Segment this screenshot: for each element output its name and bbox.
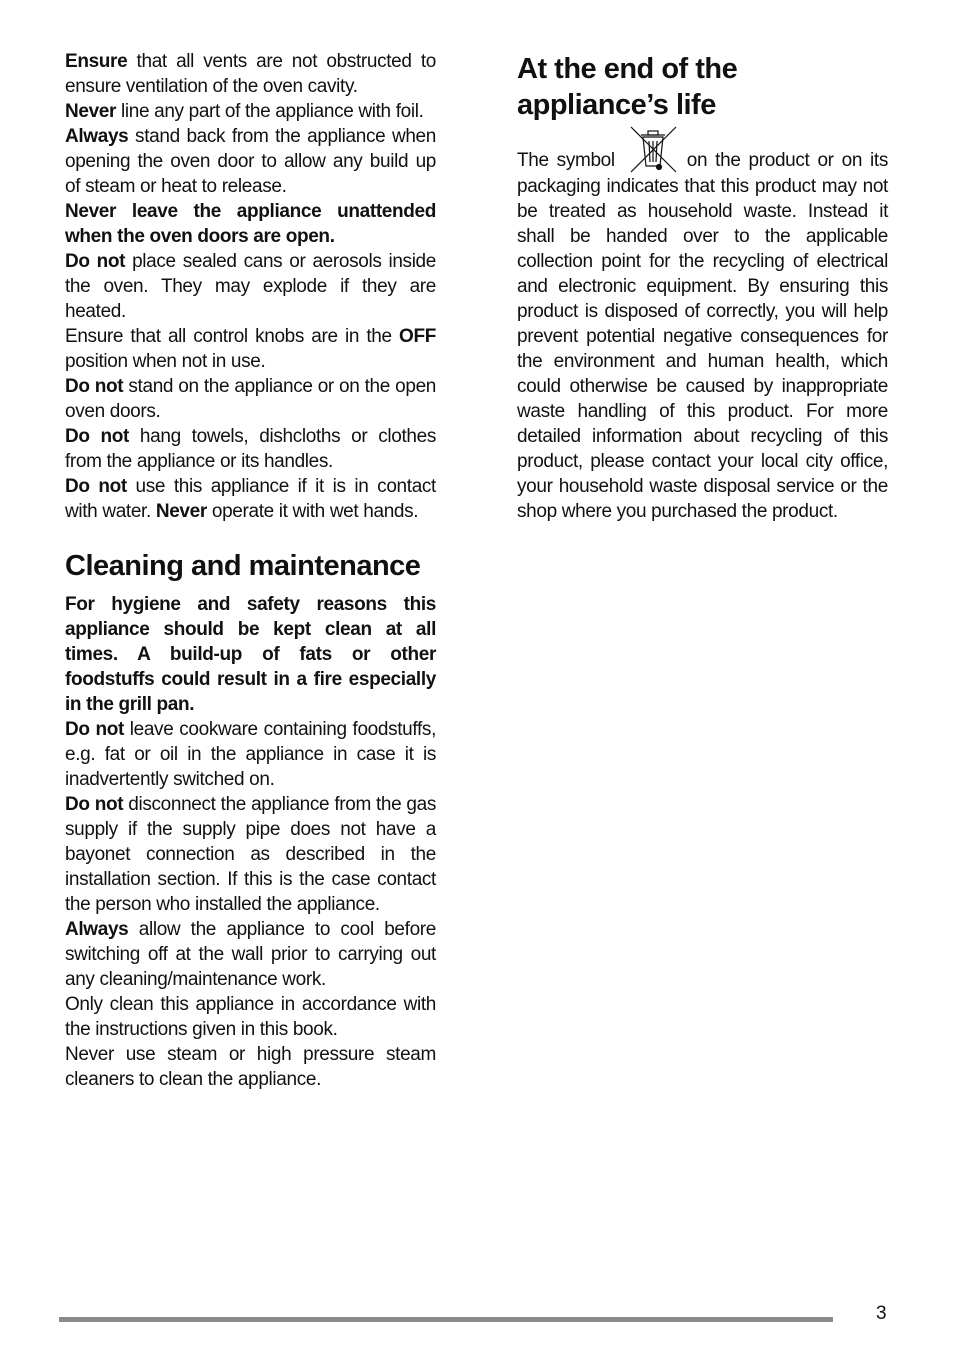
bold-lead: Ensure — [65, 51, 128, 72]
bold-lead: Always — [65, 126, 129, 147]
para-text: line any part of the appliance with foil. — [116, 101, 424, 122]
left-column — [65, 49, 436, 1092]
crossed-out-wheelie-bin-icon — [630, 126, 678, 174]
cleaning-para-cookware — [65, 717, 436, 792]
safety-para-vents — [65, 49, 436, 99]
para-text: The symbol — [517, 150, 615, 171]
bold-lead: Do not — [65, 719, 124, 740]
footer-rule — [59, 1317, 833, 1322]
bold-lead: Do not — [65, 794, 124, 815]
safety-para-knobs-off — [65, 324, 436, 374]
para-text: stand back from the appliance when opening the oven door to allow any build up of steam or heat to release. — [65, 126, 436, 197]
cleaning-para-hygiene — [65, 592, 436, 717]
para-text: Never use steam or high pressure steam cleaners to clean the appliance. — [65, 1044, 436, 1090]
end-of-life-heading: At the end of the appliance’s life — [517, 53, 738, 121]
cleaning-para-gas-supply — [65, 792, 436, 917]
para-text: hang towels, dishcloths or clothes from the appliance or its handles. — [65, 426, 436, 472]
para-text: Only clean this appliance in accordance with the instructions given in this book. — [65, 994, 436, 1040]
safety-para-sealed-cans — [65, 249, 436, 324]
para-text: position when not in use. — [65, 351, 266, 372]
safety-para-water — [65, 474, 436, 524]
bold-lead: Do not — [65, 426, 130, 447]
bold-inline: Never — [155, 501, 207, 522]
para-text: that all vents are not obstructed to ensure ventilation of the oven cavity. — [65, 51, 436, 97]
para-text: on the product or on its packaging indicates that this product may not be treated as household waste. Instead it shall be handed over to the applicable collection point for the recycling of electrical and electronic equipment. By ensuring this product is disposed of correctly, you will help prevent potential negative consequences for the environment and human health, which could otherwise be caused by inappropriate waste handling of this product. For more detailed information about recycling of this product, please contact your local city office, your household waste disposal service or the shop where you purchased the product. — [517, 150, 888, 522]
bold-lead: Do not — [65, 376, 124, 397]
para-text: use this appliance if it is in contact with water. — [65, 476, 436, 522]
para-text: leave cookware containing foodstuffs, e.g. fat or oil in the appliance in case it is inadvertently switched on. — [65, 719, 436, 790]
bold-lead: Always — [65, 919, 129, 940]
cleaning-para-cool — [65, 917, 436, 992]
para-text: stand on the appliance or on the open oven doors. — [65, 376, 436, 422]
bold-lead: Do not — [65, 476, 127, 497]
cleaning-para-instructions — [65, 992, 436, 1042]
cleaning-para-steam — [65, 1042, 436, 1092]
bold-inline: OFF — [399, 326, 436, 347]
end-of-life-para — [517, 126, 888, 524]
bold-lead: Never — [65, 101, 117, 122]
safety-para-foil — [65, 99, 436, 124]
safety-para-stand-on — [65, 374, 436, 424]
para-text: allow the appliance to cool before switching off at the wall prior to carrying out any cleaning/maintenance work. — [65, 919, 436, 990]
para-text: Ensure that all control knobs are in the — [65, 326, 400, 347]
bold-lead: Do not — [65, 251, 126, 272]
cleaning-heading: Cleaning and maintenance — [65, 550, 421, 582]
right-column — [517, 49, 888, 524]
bold-lead: For hygiene and safety reasons this appliance should be kept clean at all times. A build-up of fats or other foodstuffs could result in a fire especially in the grill pan. — [65, 594, 436, 715]
bold-lead: Never leave the appliance unattended when the oven doors are open. — [65, 201, 436, 247]
para-text: disconnect the appliance from the gas supply if the supply pipe does not have a bayonet connection as described in the installation section. If this is the case contact the person who installed the appliance. — [65, 794, 437, 915]
para-text: place sealed cans or aerosols inside the oven. They may explode if they are heated. — [65, 251, 436, 322]
para-text: operate it with wet hands. — [206, 501, 419, 522]
safety-para-towels — [65, 424, 436, 474]
safety-para-unattended — [65, 199, 436, 249]
safety-para-stand-back — [65, 124, 436, 199]
page-number: 3 — [876, 1303, 887, 1324]
